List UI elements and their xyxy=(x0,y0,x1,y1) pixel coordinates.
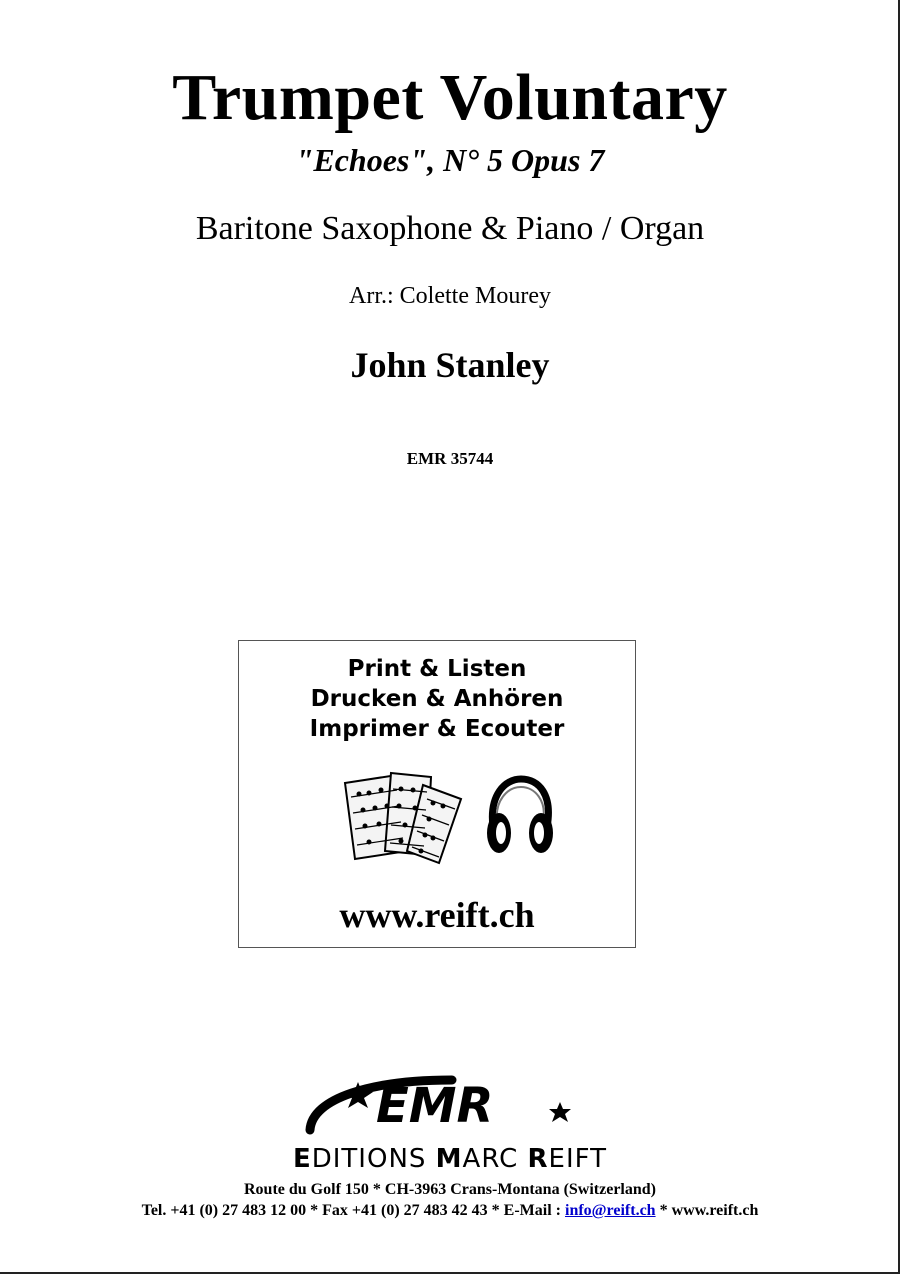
arranger-credit: Arr.: Colette Mourey xyxy=(349,283,551,309)
score-subtitle: "Echoes", N° 5 Opus 7 xyxy=(295,142,605,178)
composer-name: John Stanley xyxy=(350,345,550,385)
promo-line-english: Print & Listen xyxy=(347,656,527,682)
catalog-number: EMR 35744 xyxy=(406,449,494,468)
promo-line-french: Imprimer & Ecouter xyxy=(309,716,565,742)
score-title: Trumpet Voluntary xyxy=(172,61,728,134)
publisher-name: EDITIONS MARC REIFT xyxy=(292,1144,608,1174)
publisher-address: Route du Golf 150 * CH-3963 Crans-Montana (Switzerland) xyxy=(244,1181,656,1198)
instrumentation: Baritone Saxophone & Piano / Organ xyxy=(195,210,705,247)
promo-website: www.reift.ch xyxy=(339,895,535,935)
email-link[interactable]: info@reift.ch xyxy=(565,1202,656,1219)
print-listen-box xyxy=(238,640,636,948)
promo-line-german: Drucken & Anhören xyxy=(310,686,564,712)
logo-wordmark: EMR xyxy=(376,1078,494,1134)
headphones-icon xyxy=(483,775,557,857)
sheet-music-icon xyxy=(335,769,469,865)
emr-logo xyxy=(302,1072,582,1142)
publisher-contact: Tel. +41 (0) 27 483 12 00 * Fax +41 (0) 27 483 42 43 * E-Mail : info@reift.ch * www.reift.ch xyxy=(141,1202,759,1219)
